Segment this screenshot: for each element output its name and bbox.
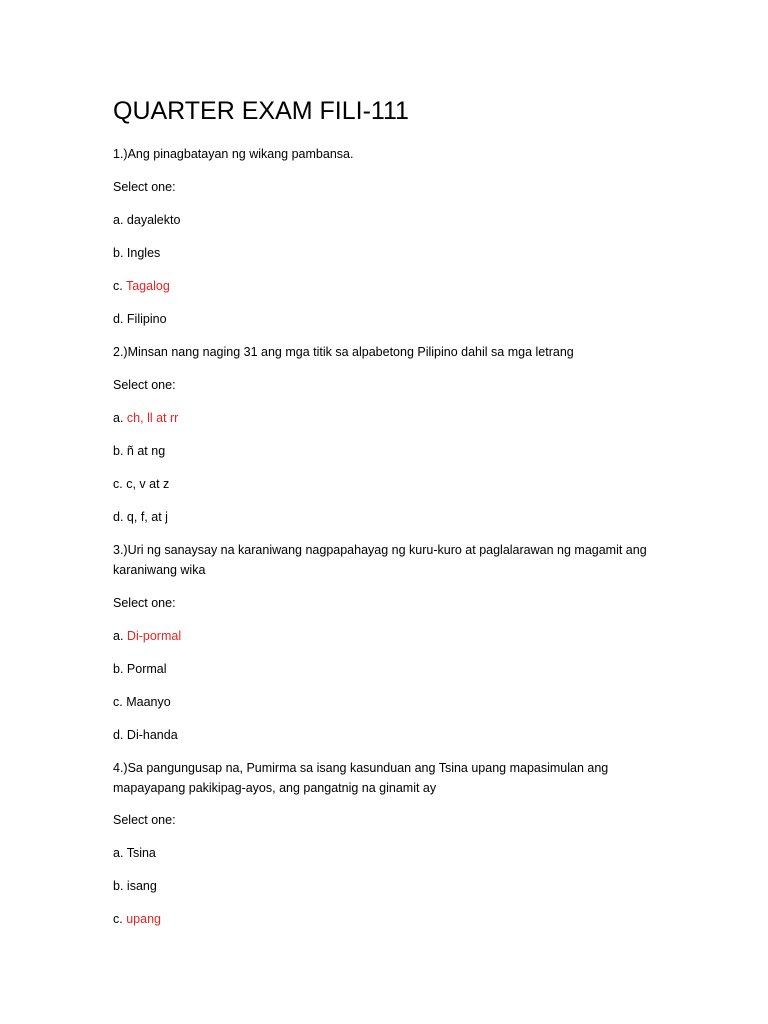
correct-answer: Di-pormal [126,629,182,643]
option-text: Tsina [126,846,156,860]
option-text: Pormal [126,662,167,676]
option-text: Filipino [126,312,167,326]
option-c [113,692,653,712]
option-letter: c. [113,912,123,926]
select-label: Select one: [113,378,176,392]
option-letter: a. [113,846,124,860]
option-d [113,725,653,745]
option-c [113,276,653,296]
option-a [113,210,653,230]
option-letter: b. [113,444,124,458]
option-letter: c. [113,477,123,491]
option-b [113,441,653,461]
question-prompt: 2.)Minsan nang naging 31 ang mga titik sa alpabetong Pilipino dahil sa mga letrang [113,345,574,359]
question-prompt-line-1: 3.)Uri ng sanaysay na karaniwang nagpapahayag ng kuru-kuro at paglalarawan ng magamit ang [113,543,647,557]
option-text: c, v at z [126,477,170,491]
option-a [113,626,653,646]
option-text: isang [126,879,157,893]
page-title: QUARTER EXAM FILI-111 [113,97,409,125]
option-letter: d. [113,312,124,326]
select-label: Select one: [113,813,176,827]
option-a [113,843,653,863]
option-letter: c. [113,279,123,293]
option-c [113,909,653,929]
option-text: dayalekto [126,213,181,227]
option-c [113,474,653,494]
option-letter: d. [113,510,124,524]
option-text: Maanyo [126,695,171,709]
option-text: Ingles [126,246,161,260]
option-b [113,243,653,263]
select-label: Select one: [113,596,176,610]
correct-answer: ch, ll at rr [126,411,179,425]
option-text: q, f, at j [126,510,168,524]
question-prompt-line-1: 4.)Sa pangungusap na, Pumirma sa isang kasunduan ang Tsina upang mapasimulan ang [113,761,609,775]
option-letter: a. [113,213,124,227]
option-d [113,309,653,329]
select-label: Select one: [113,180,176,194]
option-b [113,876,653,896]
option-letter: b. [113,246,124,260]
option-letter: c. [113,695,123,709]
option-b [113,659,653,679]
option-letter: a. [113,411,124,425]
option-letter: d. [113,728,124,742]
option-a [113,408,653,428]
option-d [113,507,653,527]
question-prompt-line-2: mapayapang pakikipag-ayos, ang pangatnig na ginamit ay [113,781,437,795]
question-prompt: 1.)Ang pinagbatayan ng wikang pambansa. [113,147,354,161]
question-prompt-line-2: karaniwang wika [113,563,206,577]
option-letter: b. [113,879,124,893]
option-letter: b. [113,662,124,676]
option-text: Di-handa [126,728,178,742]
option-text: ñ at ng [126,444,166,458]
correct-answer: Tagalog [125,279,170,293]
option-letter: a. [113,629,124,643]
correct-answer: upang [126,912,161,926]
